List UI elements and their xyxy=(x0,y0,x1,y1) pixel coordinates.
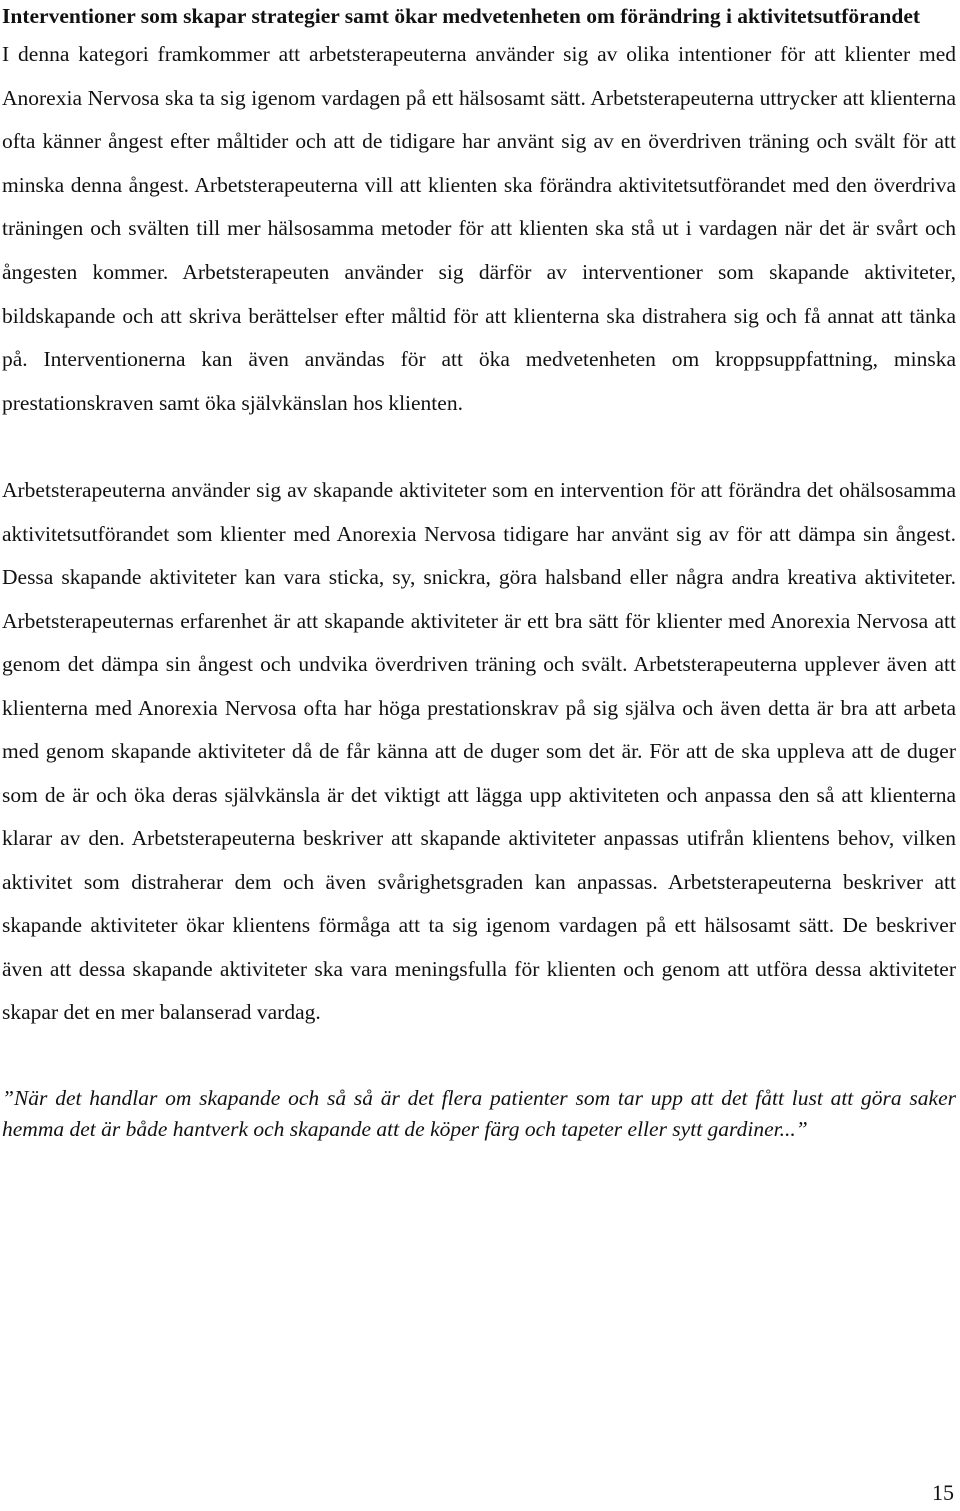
interview-quote: ”När det handlar om skapande och så så är det flera patienter som tar upp att det fått lust att göra saker hemma det är både hantverk och skapande att de köper färg och tapeter eller sytt gardiner...” xyxy=(2,1085,956,1141)
section-heading: Interventioner som skapar strategier samt ökar medvetenheten om förändring i aktivitetsutförandet xyxy=(2,4,921,28)
paragraph-creative-activities: Arbetsterapeuterna använder sig av skapande aktiviteter som en intervention för att förändra det ohälsosamma aktivitetsutförandet som klienter med Anorexia Nervosa tidigare har använt sig av för att dämpa sin ångest. Dessa skapande aktiviteter kan vara sticka, sy, snickra, göra halsband eller några andra kreativa aktiviteter. Arbetsterapeuternas erfarenhet är att skapande aktiviteter är ett bra sätt för klienter med Anorexia Nervosa att genom det dämpa sin ångest och undvika överdriven träning och svält. Arbetsterapeuterna upplever även att klienterna med Anorexia Nervosa ofta har höga prestationskrav på sig själva och även detta är bra att arbeta med genom skapande aktiviteter då de får känna att de duger som det är. För att de ska uppleva att de duger som de är och öka deras självkänsla är det viktigt att lägga upp aktiviteten och anpassa den så att klienterna klarar av den. Arbetsterapeuterna beskriver att skapande aktiviteter anpassas utifrån klientens behov, vilken aktivitet som distraherar dem och även svårighetsgraden kan anpassas. Arbetsterapeuterna beskriver att skapande aktiviteter ökar klientens förmåga att ta sig igenom vardagen på ett hälsosamt sätt. De beskriver även att dessa skapande aktiviteter ska vara meningsfulla för klienten och genom att utföra dessa aktiviteter skapar det en mer balanserad vardag. xyxy=(2,478,956,1025)
page-number: 15 xyxy=(932,1480,954,1505)
paragraph-intro: I denna kategori framkommer att arbetsterapeuterna använder sig av olika intentioner för att klienter med Anorexia Nervosa ska ta sig igenom vardagen på ett hälsosamt sätt. Arbetsterapeuterna uttrycker att klienterna ofta känner ångest efter måltider och att de tidigare har använt sig av en överdriven träning och svält för att minska denna ångest. Arbetsterapeuterna vill att klienten ska förändra aktivitetsutförandet med den överdriva träningen och svälten till mer hälsosamma metoder för att klienten ska stå ut i vardagen när det är svårt och ångesten kommer. Arbetsterapeuten använder sig därför av interventioner som skapande aktiviteter, bildskapande och att skriva berättelser efter måltid för att klienterna ska distrahera sig och få annat att tänka på. Interventionerna kan även användas för att öka medvetenheten om kroppsuppfattning, minska prestationskraven samt öka självkänslan hos klienten. xyxy=(2,42,956,415)
document-page xyxy=(2,0,956,1145)
